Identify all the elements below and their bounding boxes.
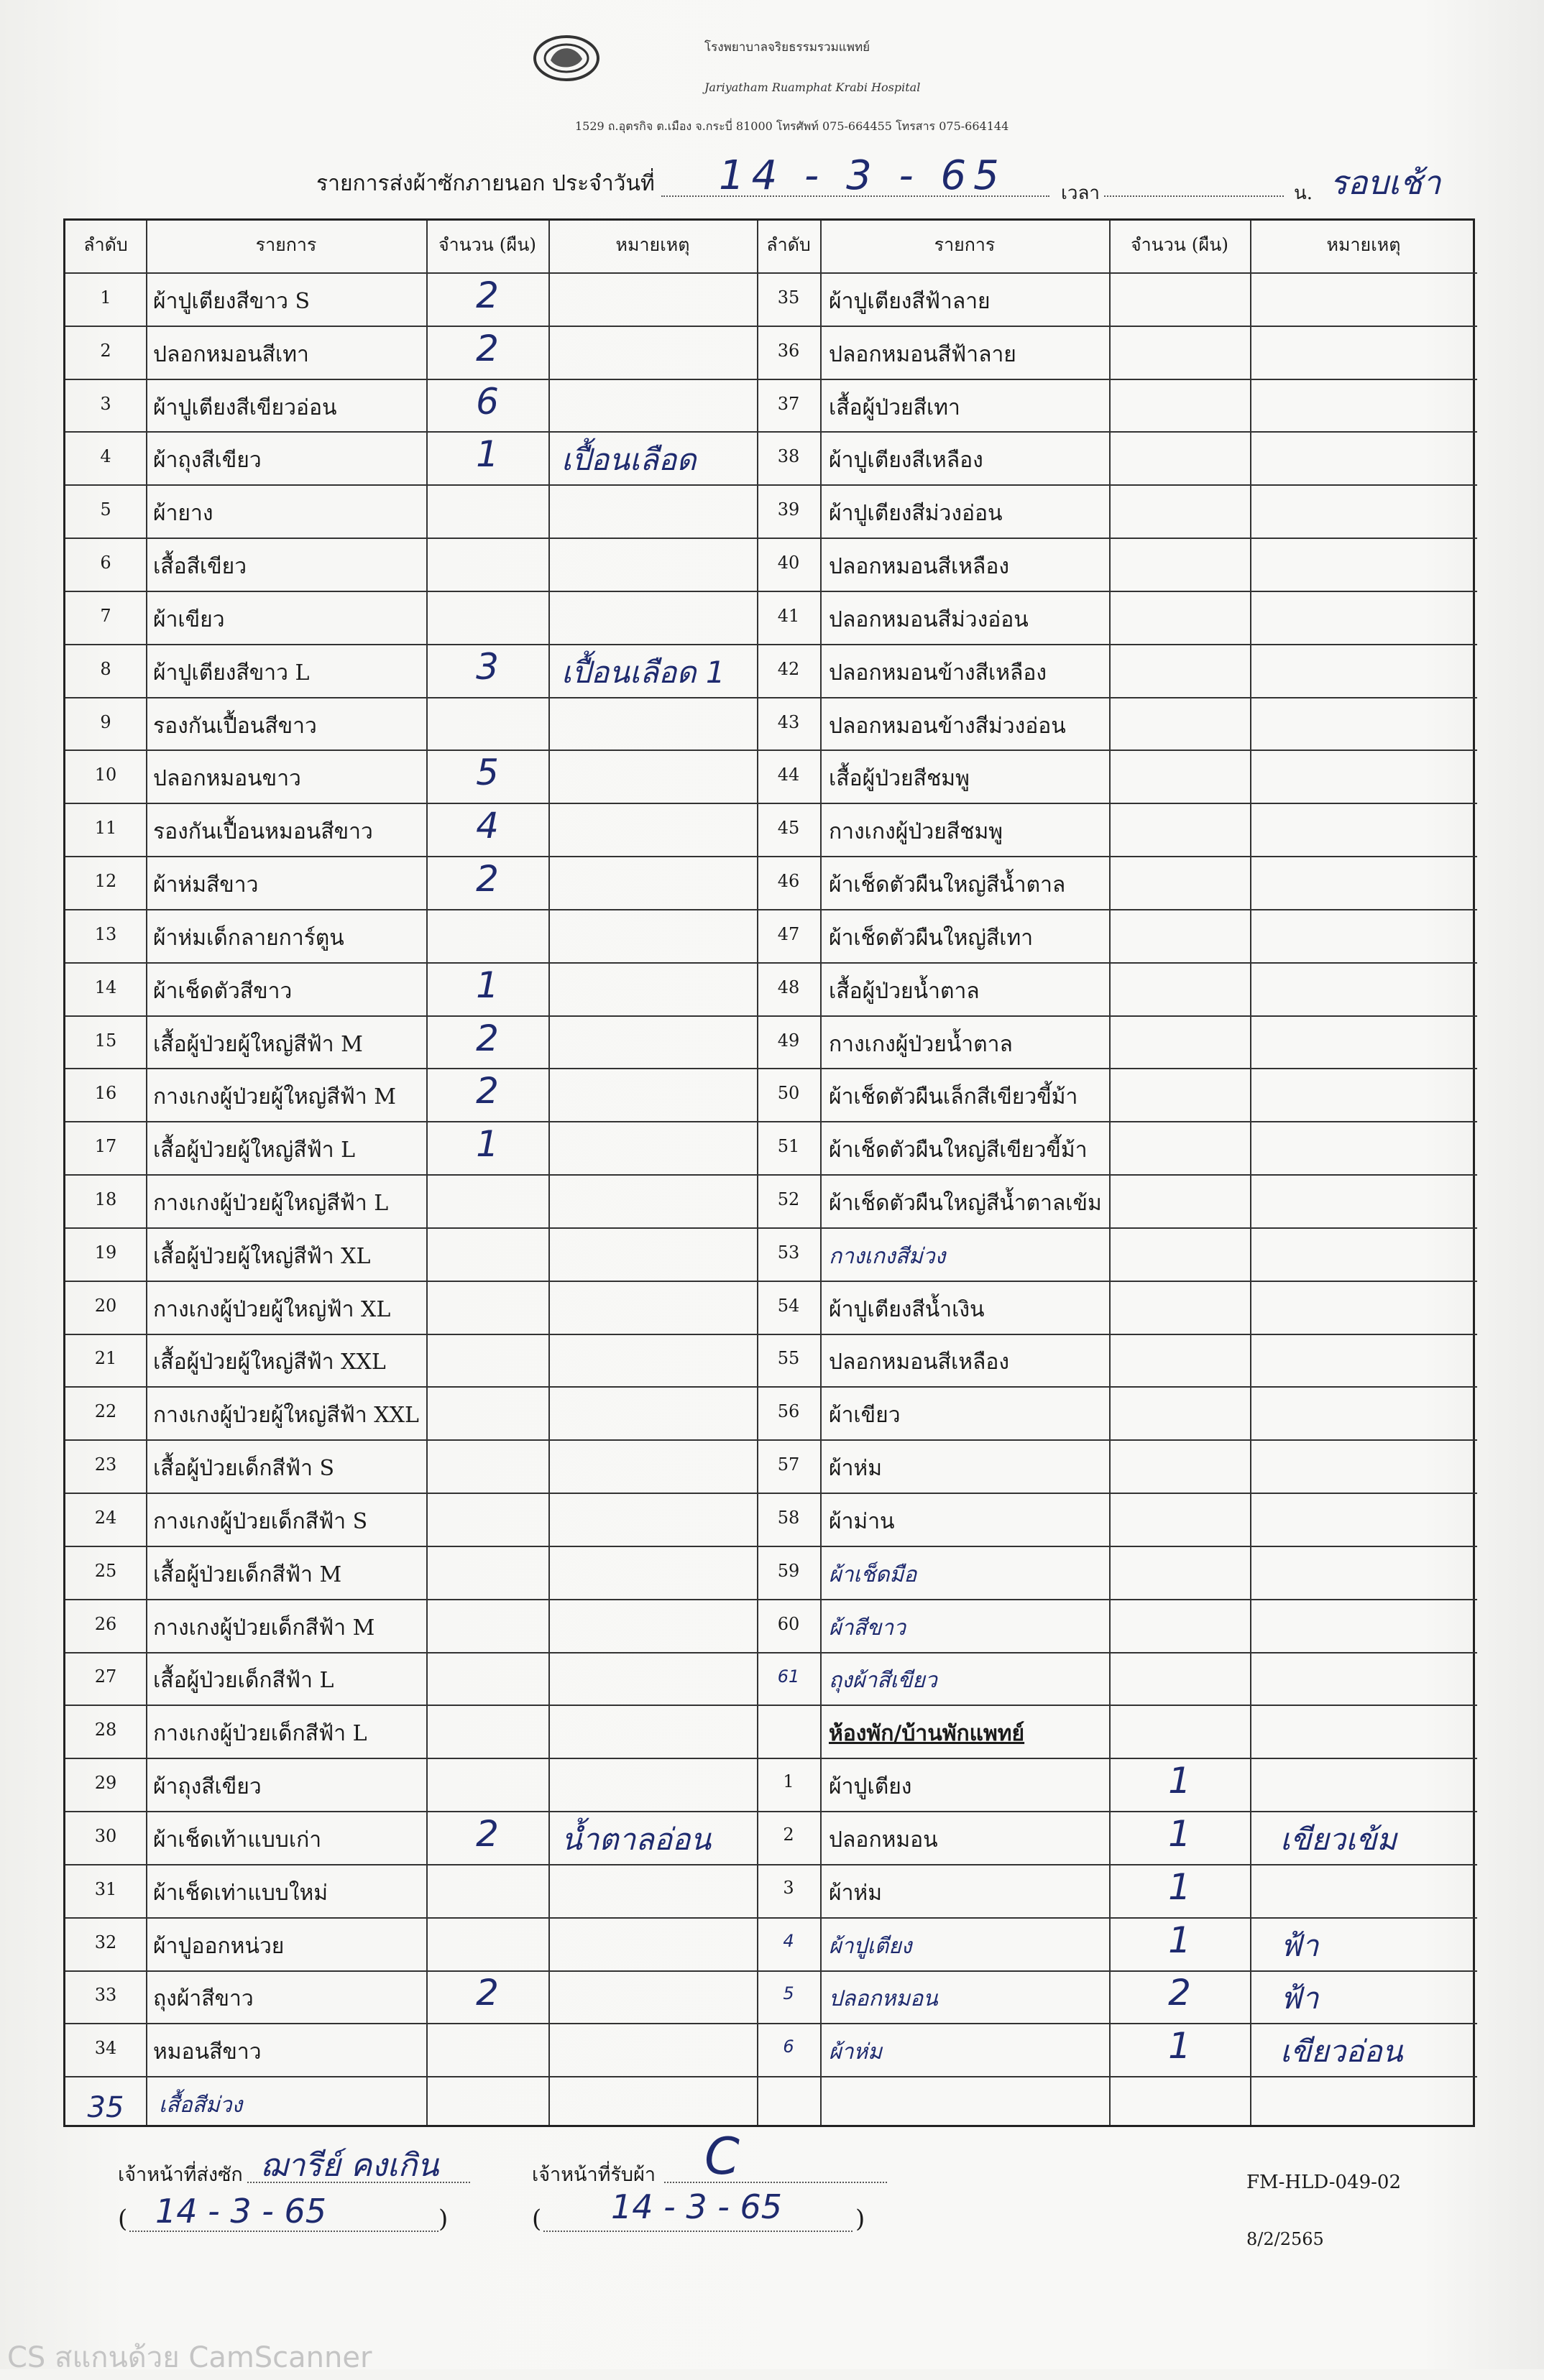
left-row-qty: 2 (476, 1972, 499, 2014)
left-row-item: กางเกงผู้ป่วยเด็กสีฟ้า S (153, 1508, 368, 1534)
right-row-item: ปลอกหมอนสีม่วงอ่อน (829, 606, 1029, 632)
sender-label: เจ้าหน้าที่ส่งซัก (118, 2164, 243, 2186)
left-row-item: ปลอกหมอนสีเทา (153, 341, 309, 367)
receiver-label: เจ้าหน้าที่รับผ้า (532, 2164, 656, 2186)
left-row-qty: 2 (476, 1070, 499, 1112)
sender-name-handwritten: ฌารีย์ คงเกิน (260, 2147, 439, 2184)
header-qty-right: จำนวน (ผืน) (1130, 234, 1229, 255)
row-divider (65, 1334, 1477, 1335)
col-divider (1250, 221, 1251, 2125)
row-divider (65, 697, 1477, 698)
right-row-item: ผ้าปูเตียงสีน้ำเงิน (829, 1296, 985, 1322)
doctor-row-item: ผ้าห่ม (829, 2039, 882, 2065)
right-row-item: ปลอกหมอนสีฟ้าลาย (829, 341, 1016, 367)
right-row-item: ผ้าเขียว (829, 1403, 901, 1429)
right-row-number: 60 (777, 1613, 800, 1634)
left-row-number: 27 (94, 1666, 117, 1687)
left-row-item: ผ้าเช็ดเท้าแบบเก่า (153, 1827, 322, 1853)
row-divider (65, 326, 1477, 327)
receiver-date-handwritten: 14 - 3 - 65 (611, 2187, 783, 2226)
row-divider (65, 644, 1477, 645)
right-row-item: ปลอกหมอนสีเหลือง (829, 1350, 1010, 1375)
left-row-item: ผ้าห่มเด็กลายการ์ตูน (153, 925, 344, 951)
doctor-room-section-title: ห้องพัก/บ้านพักแพทย์ (829, 1721, 1025, 1747)
row-divider (65, 1015, 1477, 1017)
left-row-number: 9 (100, 711, 111, 732)
right-row-number: 37 (777, 393, 800, 414)
left-row-remark: น้ำตาลอ่อน (561, 1821, 712, 1857)
left-row-qty: 1 (476, 1123, 499, 1166)
row-divider (65, 1439, 1477, 1441)
right-row-item: ปลอกหมอนข้างสีม่วงอ่อน (829, 713, 1066, 739)
right-row-item: กางเกงผู้ป่วยสีชมพู (829, 819, 1003, 845)
right-row-item: ผ้าเช็ดมือ (829, 1562, 917, 1587)
row-divider (65, 1281, 1477, 1282)
row-divider (65, 1386, 1477, 1388)
row-divider (65, 1121, 1477, 1122)
row-divider (65, 1864, 1477, 1865)
left-row-number: 16 (94, 1083, 117, 1104)
left-row-number: 2 (100, 340, 111, 361)
doctor-row-qty: 1 (1168, 1812, 1191, 1855)
hospital-address: 1529 ถ.อุตรกิจ ต.เมือง จ.กระบี่ 81000 โทรศัพท์ 075-664455 โทรสาร 075-664144 (575, 119, 1009, 133)
laundry-table (63, 218, 1475, 2127)
left-row-number: 11 (94, 818, 117, 839)
receiver-signature-handwritten: C (704, 2127, 740, 2186)
left-row-number: 1 (100, 287, 111, 308)
right-row-number: 51 (777, 1136, 800, 1157)
doctor-row-number: 4 (783, 1930, 794, 1951)
right-row-item: กางเกงสีม่วง (829, 1243, 946, 1269)
left-row-number: 29 (94, 1773, 117, 1794)
left-row-number: 26 (94, 1613, 117, 1634)
left-row-qty: 1 (476, 964, 499, 1006)
right-row-item: ถุงผ้าสีเขียว (829, 1668, 937, 1694)
left-row-qty: 3 (476, 645, 499, 688)
left-row-qty: 5 (476, 752, 499, 794)
left-row-number: 8 (100, 658, 111, 679)
col-divider (548, 221, 550, 2125)
left-row-item: เสื้อสีเขียว (153, 554, 247, 580)
left-row-item: รองกันเปื้อนสีขาว (153, 713, 317, 739)
camscanner-watermark: CS สแกนด้วย CamScanner (7, 2341, 372, 2374)
doctor-row-qty: 1 (1168, 2025, 1191, 2067)
right-row-item: ผ้าสีขาว (829, 1615, 906, 1641)
doctor-row-number: 1 (783, 1771, 794, 1792)
doctor-row-qty: 1 (1168, 1760, 1191, 1802)
row-divider (65, 856, 1477, 857)
right-row-number: 42 (777, 658, 800, 679)
doctor-row-remark: เขียวเข้ม (1280, 1821, 1397, 1857)
right-row-number: 44 (777, 765, 800, 785)
doctor-row-item: ผ้าห่ม (829, 1880, 882, 1906)
left-row-qty: 1 (476, 433, 499, 476)
row-divider (65, 1970, 1477, 1972)
header-remark-left: หมายเหตุ (615, 234, 690, 255)
right-row-number: 48 (777, 977, 800, 997)
receiver-dotted-line (664, 2182, 887, 2183)
left-row-number: 34 (94, 2038, 117, 2059)
right-row-number: 49 (777, 1030, 800, 1051)
left-row-item: กางเกงผู้ป่วยผู้ใหญ่สีฟ้า XXL (153, 1403, 419, 1429)
header-no-right: ลำดับ (766, 234, 811, 255)
time-label: เวลา (1061, 183, 1100, 204)
left-row-number: 22 (94, 1401, 117, 1422)
right-row-number: 54 (777, 1295, 800, 1316)
left-row-number: 19 (94, 1242, 117, 1263)
hospital-logo-icon (532, 33, 601, 83)
left-row-remark: เปื้อนเลือด (561, 442, 697, 478)
left-row-item: หมอนสีขาว (153, 2039, 262, 2065)
row-divider (65, 909, 1477, 910)
left-row-qty: 6 (476, 380, 499, 423)
left-row-item: ถุงผ้าสีขาว (153, 1986, 254, 2012)
left-row-item: ผ้าห่มสีขาว (153, 872, 259, 898)
right-row-number: 39 (777, 499, 800, 520)
left-row-number: 35 (87, 2091, 124, 2125)
right-row-number: 46 (777, 871, 800, 892)
row-divider (65, 1705, 1477, 1706)
left-row-item: เสื้อผู้ป่วยผู้ใหญ่สีฟ้า L (153, 1138, 356, 1163)
row-divider (65, 272, 1477, 274)
row-divider (65, 379, 1477, 380)
row-divider (65, 591, 1477, 592)
left-row-item: ผ้าปูเตียงสีขาว S (153, 288, 311, 314)
right-row-item: ผ้าม่าน (829, 1508, 895, 1534)
row-divider (65, 2076, 1477, 2077)
doctor-row-qty: 2 (1168, 1972, 1191, 2014)
row-divider (65, 484, 1477, 486)
header-item-right: รายการ (934, 234, 996, 255)
right-row-number: 38 (777, 446, 800, 467)
left-row-number: 10 (94, 765, 117, 785)
doctor-row-remark: ฟ้า (1280, 1927, 1319, 1963)
right-row-item: ผ้าเช็ดตัวผืนใหญ่สีเทา (829, 925, 1034, 951)
left-row-item: ผ้าเช็ดเท่าแบบใหม่ (153, 1880, 328, 1906)
doctor-row-number: 2 (783, 1824, 794, 1845)
left-row-number: 4 (100, 446, 111, 467)
doctor-row-remark: เขียวอ่อน (1280, 2034, 1403, 2070)
left-row-number: 17 (94, 1136, 117, 1157)
right-row-item: เสื้อผู้ป่วยสีเทา (829, 395, 960, 420)
right-row-item: ผ้าปูเตียงสีเหลือง (829, 448, 983, 474)
left-row-item: เสื้อผู้ป่วยผู้ใหญ่สีฟ้า M (153, 1031, 363, 1057)
header-qty-left: จำนวน (ผืน) (438, 234, 537, 255)
doctor-row-remark: ฟ้า (1280, 1980, 1319, 2016)
header-item-left: รายการ (255, 234, 317, 255)
left-row-item: ผ้ายาง (153, 501, 213, 527)
left-row-number: 33 (94, 1985, 117, 2006)
left-row-item: ปลอกหมอนขาว (153, 766, 301, 792)
right-row-item: ผ้าเช็ดตัวผืนใหญ่สีน้ำตาล (829, 872, 1066, 898)
left-row-qty: 2 (476, 858, 499, 900)
left-row-number: 6 (100, 553, 111, 573)
right-row-number: 61 (777, 1666, 800, 1687)
right-row-item: ผ้าเช็ดตัวผืนใหญ่สีน้ำตาลเข้ม (829, 1191, 1102, 1216)
hospital-name-en: Jariyatham Ruamphat Krabi Hospital (704, 80, 921, 94)
left-row-item: เสื้อผู้ป่วยเด็กสีฟ้า L (153, 1668, 334, 1694)
left-row-item: เสื้อผู้ป่วยเด็กสีฟ้า S (153, 1456, 335, 1482)
left-row-number: 25 (94, 1560, 117, 1581)
left-row-number: 3 (100, 393, 111, 414)
right-row-item: ผ้าปูเตียงสีม่วงอ่อน (829, 501, 1003, 527)
doctor-row-number: 5 (783, 1983, 794, 2004)
right-row-number: 58 (777, 1507, 800, 1528)
receiver-date-close-paren: ) (855, 2205, 865, 2233)
row-divider (65, 1917, 1477, 1919)
right-row-item: ผ้าห่ม (829, 1456, 882, 1482)
left-row-item: กางเกงผู้ป่วยผู้ใหญ่ฟ้า XL (153, 1296, 391, 1322)
left-row-number: 7 (100, 605, 111, 626)
doctor-row-number: 3 (783, 1877, 794, 1898)
col-divider (146, 221, 147, 2125)
right-row-number: 45 (777, 818, 800, 839)
left-row-number: 5 (100, 499, 111, 520)
left-row-number: 30 (94, 1825, 117, 1846)
left-row-item: กางเกงผู้ป่วยผู้ใหญ่สีฟ้า M (153, 1084, 396, 1110)
left-row-qty: 2 (476, 1017, 499, 1059)
left-row-number: 23 (94, 1454, 117, 1475)
left-row-number: 32 (94, 1932, 117, 1952)
left-row-number: 18 (94, 1189, 117, 1209)
left-row-qty: 2 (476, 274, 499, 316)
left-row-item: เสื้อผู้ป่วยผู้ใหญ่สีฟ้า XL (153, 1243, 371, 1269)
left-row-item: ผ้าเขียว (153, 606, 225, 632)
row-divider (65, 962, 1477, 964)
left-row-number: 31 (94, 1878, 117, 1899)
row-divider (65, 431, 1477, 433)
left-row-item: ผ้าปูเตียงสีเขียวอ่อน (153, 395, 337, 420)
left-row-remark: เปื้อนเลือด 1 (561, 654, 725, 690)
left-row-number: 13 (94, 923, 117, 944)
row-divider (65, 1227, 1477, 1229)
row-divider (65, 803, 1477, 804)
sender-date-open-paren: ( (118, 2205, 128, 2233)
time-unit: น. (1294, 183, 1313, 204)
right-row-item: กางเกงผู้ป่วยน้ำตาล (829, 1031, 1013, 1057)
doctor-row-item: ผ้าปูเตียง (829, 1774, 912, 1800)
left-row-number: 14 (94, 977, 117, 997)
hospital-name-th: โรงพยาบาลจริยธรรมรวมแพทย์ (704, 40, 870, 55)
left-row-number: 28 (94, 1720, 117, 1740)
row-divider (65, 538, 1477, 539)
row-divider (65, 749, 1477, 751)
left-row-item: ผ้าเช็ดตัวสีขาว (153, 978, 293, 1004)
left-row-number: 15 (94, 1030, 117, 1051)
left-row-item: กางเกงผู้ป่วยผู้ใหญ่สีฟ้า L (153, 1191, 389, 1216)
left-row-number: 12 (94, 871, 117, 892)
right-row-item: ผ้าเช็ดตัวผืนเล็กสีเขียวขี้ม้า (829, 1084, 1078, 1110)
left-row-item: ผ้าถุงสีเขียว (153, 1774, 262, 1800)
doctor-row-item: ผ้าปูเตียง (829, 1933, 912, 1959)
doctor-row-number: 6 (783, 2037, 794, 2057)
header-no-left: ลำดับ (83, 234, 128, 255)
left-row-item: กางเกงผู้ป่วยเด็กสีฟ้า M (153, 1615, 375, 1641)
left-row-number: 20 (94, 1295, 117, 1316)
row-divider (65, 2023, 1477, 2024)
sender-date-handwritten: 14 - 3 - 65 (155, 2192, 327, 2231)
row-divider (65, 1174, 1477, 1176)
right-row-number: 36 (777, 340, 800, 361)
left-row-item: รองกันเปื้อนหมอนสีขาว (153, 819, 373, 845)
right-row-number: 43 (777, 711, 800, 732)
right-row-item: ปลอกหมอนข้างสีเหลือง (829, 660, 1047, 686)
doctor-row-qty: 1 (1168, 1919, 1191, 1961)
row-divider (65, 1758, 1477, 1759)
doctor-row-qty: 1 (1168, 1865, 1191, 1908)
left-row-qty: 4 (476, 805, 499, 847)
col-divider (820, 221, 822, 2125)
right-row-number: 56 (777, 1401, 800, 1422)
left-row-number: 21 (94, 1348, 117, 1369)
form-title: รายการส่งผ้าซักภายนอก ประจำวันที่ (316, 171, 655, 196)
handwritten-time: รอบเช้า (1330, 163, 1441, 202)
row-divider (65, 1599, 1477, 1600)
time-dotted-line (1104, 195, 1284, 197)
right-row-number: 59 (777, 1560, 800, 1581)
right-row-number: 55 (777, 1348, 800, 1369)
sender-date-close-paren: ) (438, 2205, 449, 2233)
form-revision-date: 8/2/2565 (1246, 2229, 1324, 2249)
right-row-number: 52 (777, 1189, 800, 1209)
row-divider (65, 1546, 1477, 1547)
right-row-number: 53 (777, 1242, 800, 1263)
row-divider (65, 1811, 1477, 1812)
col-divider (426, 221, 428, 2125)
right-row-item: ผ้าเช็ดตัวผืนใหญ่สีเขียวขี้ม้า (829, 1138, 1088, 1163)
right-row-number: 40 (777, 553, 800, 573)
left-row-item: ผ้าปูเตียงสีขาว L (153, 660, 310, 686)
right-row-number: 50 (777, 1083, 800, 1104)
left-row-number: 24 (94, 1507, 117, 1528)
right-row-item: ผ้าปูเตียงสีฟ้าลาย (829, 288, 991, 314)
right-row-number: 35 (777, 287, 800, 308)
left-row-item: เสื้อผู้ป่วยผู้ใหญ่สีฟ้า XXL (153, 1350, 386, 1375)
left-row-item: ผ้าถุงสีเขียว (153, 448, 262, 474)
right-row-number: 41 (777, 605, 800, 626)
handwritten-date: 14 - 3 - 65 (719, 152, 1006, 199)
left-row-item: ผ้าปูออกหน่วย (153, 1933, 285, 1959)
receiver-date-dotted-line (543, 2231, 853, 2232)
left-row-qty: 2 (476, 1812, 499, 1855)
sender-date-dotted-line (129, 2231, 438, 2232)
right-row-item: เสื้อผู้ป่วยน้ำตาล (829, 978, 980, 1004)
left-row-item: เสื้อผู้ป่วยเด็กสีฟ้า M (153, 1562, 342, 1587)
receiver-date-open-paren: ( (532, 2205, 542, 2233)
right-row-number: 57 (777, 1454, 800, 1475)
left-row-qty: 2 (476, 327, 499, 369)
left-row-item: เสื้อสีม่วง (159, 2093, 243, 2118)
col-divider (1109, 221, 1111, 2125)
row-divider (65, 1493, 1477, 1494)
right-row-number: 47 (777, 923, 800, 944)
doctor-row-item: ปลอกหมอน (829, 1986, 938, 2012)
row-divider (65, 1068, 1477, 1069)
doctor-row-item: ปลอกหมอน (829, 1827, 938, 1853)
header-remark-right: หมายเหตุ (1326, 234, 1401, 255)
right-row-item: เสื้อผู้ป่วยสีชมพู (829, 766, 970, 792)
left-row-item: กางเกงผู้ป่วยเด็กสีฟ้า L (153, 1721, 367, 1747)
right-row-item: ปลอกหมอนสีเหลือง (829, 554, 1010, 580)
form-code: FM-HLD-049-02 (1246, 2172, 1401, 2193)
row-divider (65, 1652, 1477, 1653)
